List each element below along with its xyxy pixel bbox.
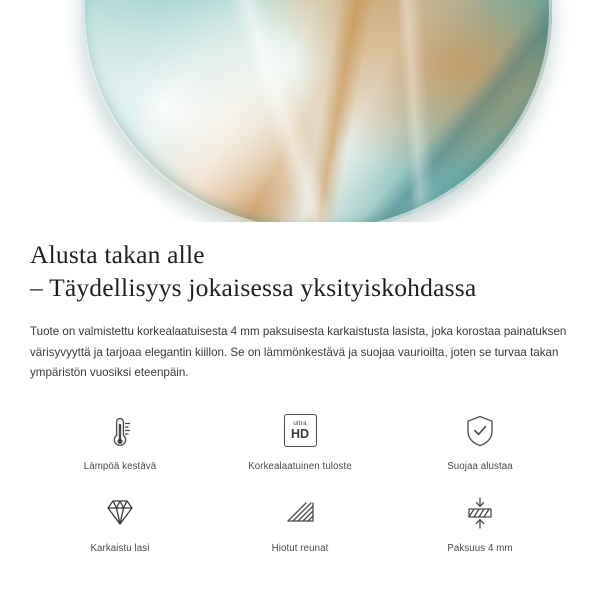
polished-edges-icon [282,492,318,534]
feature-protects-surface [390,410,570,472]
feature-label: Lämpöä kestävä [83,460,157,472]
feature-high-quality-print [210,410,390,472]
feature-thickness [390,492,570,554]
feature-heat-resistant [30,410,210,472]
feature-label: Karkaistu lasi [90,542,150,554]
ultra-hd-badge-bottom: HD [290,426,310,441]
thickness-arrows-icon [461,492,499,534]
ultra-hd-badge-top: ultra [293,419,307,427]
round-marble-glass-disc [82,0,552,222]
body-paragraph: Tuote on valmistettu korkealaatuisesta 4 mm paksuisesta karkaistusta lasista, joka korostaa painatuksen värisyvyyttä ja tarjoaa elegantin kiillon. Se on lämmönkestävä ja suojaa vaurioilta, joten se turvaa takan ympäristön vuosiksi eteenpäin. [30,325,567,379]
feature-label: Paksuus 4 mm [447,542,513,554]
content-area [0,238,600,554]
shield-check-icon [464,410,496,452]
headline-line-1: Alusta takan alle [30,240,205,269]
diamond-icon [101,492,139,534]
ultra-hd-icon [284,410,317,452]
thermometer-icon [103,410,137,452]
headline-line-2: – Täydellisyys jokaisessa yksityiskohdassa [30,273,477,302]
feature-tempered-glass [30,492,210,554]
feature-label: Suojaa alustaa [447,460,513,472]
hero-image-area [0,0,600,222]
feature-polished-edges [210,492,390,554]
page-title [30,238,570,304]
feature-label: Korkealaatuinen tuloste [248,460,352,472]
feature-grid [30,410,570,554]
feature-label: Hiotut reunat [271,542,329,554]
